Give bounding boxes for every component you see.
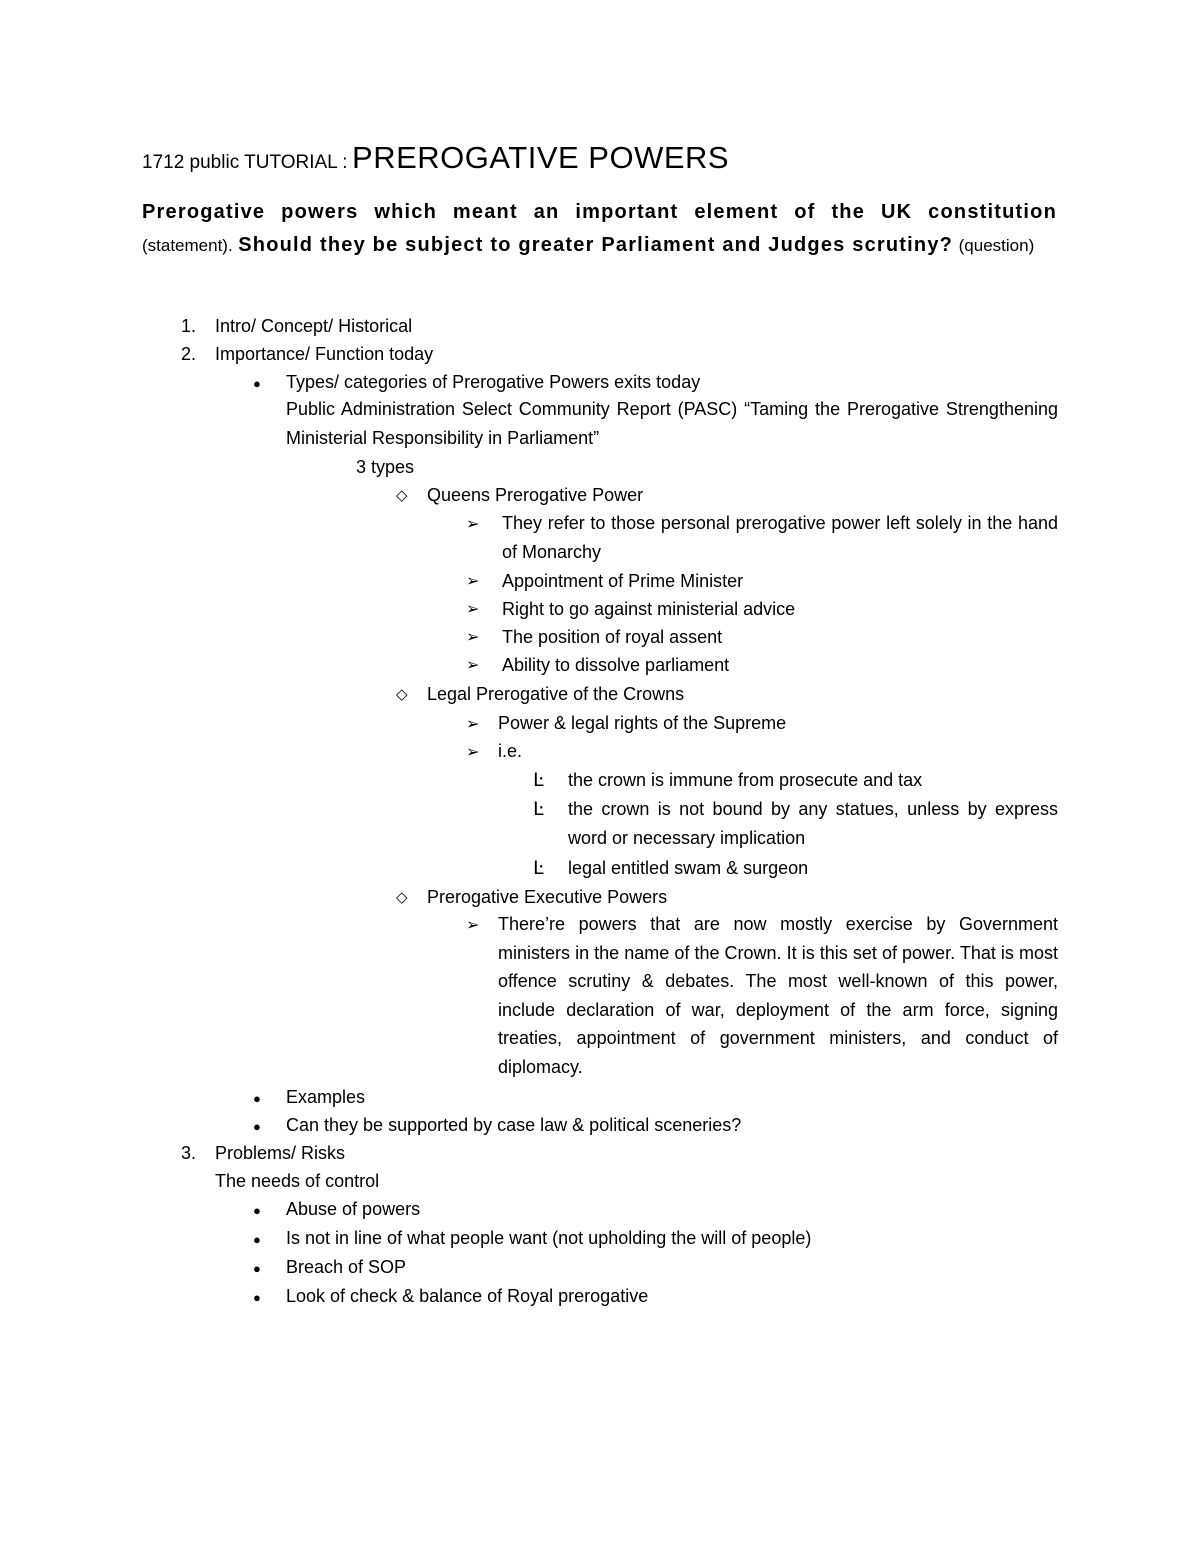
- section-number: 1.: [181, 316, 197, 336]
- list-item: Types/ categories of Prerogative Powers exits today: [286, 372, 701, 392]
- category-heading: Queens Prerogative Power: [427, 485, 644, 505]
- list-item: Right to go against ministerial advice: [502, 599, 796, 619]
- arrow-bullet-icon: ➢: [466, 573, 480, 590]
- diamond-bullet-icon: ◇: [396, 889, 408, 906]
- section-subheading: The needs of control: [215, 1171, 380, 1191]
- list-item: Appointment of Prime Minister: [502, 571, 744, 591]
- bullet-icon: ●: [253, 1261, 261, 1276]
- bullet-icon: ●: [253, 1091, 261, 1106]
- bullet-icon: ●: [253, 1232, 261, 1247]
- list-item: There’re powers that are now mostly exercise by Government ministers in the name of the Crown. It is this set of power. That is most offence scrutiny & debates. The most well-known of this power, include declaration of war, deployment of the arm force, signing treaties, appointment of government ministers, and conduct of diplomacy.: [498, 914, 1058, 1077]
- arrow-bullet-icon: ➢: [466, 629, 480, 646]
- category-heading: Legal Prerogative of the Crowns: [427, 684, 685, 704]
- prompt-question: Should they be subject to greater Parliament and Judges scrutiny?: [238, 234, 954, 256]
- arrow-bullet-icon: ➢: [466, 716, 480, 733]
- arrow-bullet-icon: ➢: [466, 917, 480, 934]
- diamond-bullet-icon: ◇: [396, 487, 408, 504]
- list-item: the crown is immune from prosecute and tax: [568, 770, 923, 790]
- list-item: Power & legal rights of the Supreme: [498, 713, 787, 733]
- section-heading: Importance/ Function today: [215, 344, 434, 364]
- section-heading: Problems/ Risks: [215, 1143, 346, 1163]
- prompt-question-tag: (question): [958, 236, 1035, 255]
- arrow-bullet-icon: ➢: [466, 601, 480, 618]
- section-number: 2.: [181, 344, 197, 364]
- category-heading: Prerogative Executive Powers: [427, 887, 668, 907]
- square-bullet-icon: Ŀ: [533, 798, 544, 820]
- pasc-reference: Public Administration Select Community Report (PASC) “Taming the Prerogative Strengthening Ministerial Responsibility in Parliament”: [286, 399, 1058, 448]
- list-item: They refer to those personal prerogative power left solely in the hand of Monarchy: [502, 513, 1058, 562]
- list-item: The position of royal assent: [502, 627, 723, 647]
- section-number: 3.: [181, 1143, 197, 1163]
- arrow-bullet-icon: ➢: [466, 744, 480, 761]
- list-item: Can they be supported by case law & political sceneries?: [286, 1115, 742, 1135]
- bullet-icon: ●: [253, 1119, 261, 1134]
- list-item: i.e.: [498, 741, 523, 761]
- title-prefix: 1712 public TUTORIAL :: [142, 152, 348, 173]
- bullet-icon: ●: [253, 376, 261, 391]
- square-bullet-icon: Ŀ: [533, 769, 544, 791]
- prompt-statement-tag: (statement).: [142, 236, 233, 255]
- essay-prompt: [142, 196, 1057, 262]
- types-count: 3 types: [356, 457, 415, 477]
- list-item: Look of check & balance of Royal prerogative: [286, 1286, 649, 1306]
- list-item: Abuse of powers: [286, 1199, 421, 1219]
- title-main: PREROGATIVE POWERS: [352, 140, 730, 175]
- document-title: [142, 140, 729, 176]
- square-bullet-icon: Ŀ: [533, 857, 544, 879]
- list-item: Ability to dissolve parliament: [502, 655, 730, 675]
- bullet-icon: ●: [253, 1290, 261, 1305]
- list-item: the crown is not bound by any statues, unless by express word or necessary implication: [568, 799, 1058, 848]
- list-item: legal entitled swam & surgeon: [568, 858, 809, 878]
- list-item: Is not in line of what people want (not upholding the will of people): [286, 1228, 812, 1248]
- list-item: Breach of SOP: [286, 1257, 407, 1277]
- list-item: Examples: [286, 1087, 366, 1107]
- prompt-statement: Prerogative powers which meant an important element of the UK constitution: [142, 201, 1057, 223]
- arrow-bullet-icon: ➢: [466, 516, 480, 533]
- section-heading: Intro/ Concept/ Historical: [215, 316, 413, 336]
- diamond-bullet-icon: ◇: [396, 686, 408, 703]
- arrow-bullet-icon: ➢: [466, 657, 480, 674]
- bullet-icon: ●: [253, 1203, 261, 1218]
